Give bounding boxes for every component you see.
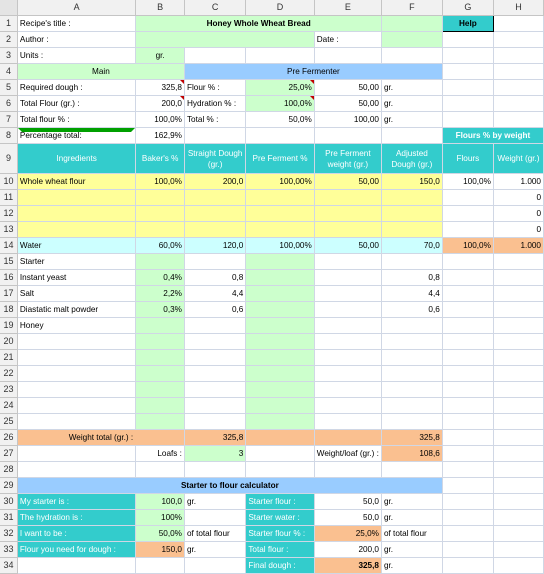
adjusted-dough-header: Adjusted Dough (gr.) [381,144,442,174]
ingredient-name[interactable]: Starter [17,254,135,270]
pre-ferment-percent[interactable] [246,302,314,318]
row-header[interactable]: 8 [0,128,17,144]
starter-water-value[interactable]: 50,0 [314,510,381,526]
pre-ferment-weight[interactable] [314,190,381,206]
straight-dough[interactable]: 0,6 [184,302,245,318]
final-dough-unit: gr. [381,558,442,574]
pre-ferment-weight[interactable] [314,382,381,398]
adjusted-dough[interactable] [381,398,442,414]
cell-h4[interactable] [493,64,543,80]
cell-g16[interactable] [442,270,493,286]
cell-a2[interactable]: Author : [17,32,135,48]
pre-ferment-percent[interactable] [246,334,314,350]
cell-e7[interactable]: 100,00 [314,112,381,128]
cell-g7[interactable] [442,112,493,128]
pre-ferment-weight[interactable] [314,222,381,238]
cell-f1[interactable] [381,16,442,32]
row-header[interactable]: 13 [0,222,17,238]
cell-f28[interactable] [381,462,442,478]
ingredient-name[interactable] [17,382,135,398]
cell-f5[interactable]: gr. [381,80,442,96]
cell-e8[interactable] [314,128,381,144]
pre-ferment-percent[interactable] [246,222,314,238]
column-header-c[interactable]: C [184,0,245,16]
cell-e5[interactable]: 50,00 [314,80,381,96]
pre-ferment-percent[interactable] [246,350,314,366]
bakers-percent[interactable] [136,190,185,206]
cell-c31[interactable] [184,510,245,526]
ingredient-name[interactable] [17,350,135,366]
cell-h25[interactable] [493,414,543,430]
cell-g4[interactable] [442,64,493,80]
row-header[interactable]: 14 [0,238,17,254]
adjusted-dough[interactable] [381,254,442,270]
cell-f7[interactable]: gr. [381,112,442,128]
row-header[interactable]: 2 [0,32,17,48]
row-header[interactable]: 11 [0,190,17,206]
cell-g33[interactable] [442,542,493,558]
cell-h17[interactable] [493,286,543,302]
cell-g28[interactable] [442,462,493,478]
cell-h22[interactable] [493,366,543,382]
row-header[interactable]: 32 [0,526,17,542]
cell-g19[interactable] [442,318,493,334]
pre-ferment-weight[interactable] [314,414,381,430]
adjusted-dough[interactable]: 4,4 [381,286,442,302]
row-header[interactable]: 33 [0,542,17,558]
cell-a28[interactable] [17,462,135,478]
recipe-title-cell[interactable]: Honey Whole Wheat Bread [136,16,382,32]
row-header[interactable]: 31 [0,510,17,526]
adjusted-dough[interactable] [381,366,442,382]
cell-g24[interactable] [442,398,493,414]
row-header[interactable]: 4 [0,64,17,80]
starter-calculator-title: Starter to flour calculator [17,478,442,494]
bakers-percent[interactable] [136,350,185,366]
flours-by-weight-header: Flours % by weight [442,128,543,144]
ingredient-name[interactable] [17,398,135,414]
date-input-cell[interactable] [381,32,442,48]
pre-ferment-weight[interactable] [314,334,381,350]
bakers-percent[interactable]: 0,4% [136,270,185,286]
row-header[interactable]: 27 [0,446,17,462]
cell-g22[interactable] [442,366,493,382]
pre-ferment-weight[interactable]: 50,00 [314,238,381,254]
required-dough-value[interactable]: 325,8 [136,80,185,96]
cell-f3[interactable] [381,48,442,64]
ingredient-name[interactable]: Instant yeast [17,270,135,286]
starter-flour-percent-value[interactable]: 25,0% [314,526,381,542]
column-header-row [0,0,544,16]
row-header[interactable]: 6 [0,96,17,112]
cell-a6[interactable]: Total Flour (gr.) : [17,96,135,112]
bakers-percent[interactable] [136,366,185,382]
straight-dough[interactable]: 4,4 [184,286,245,302]
weight-per-loaf-label: Weight/loaf (gr.) : [314,446,381,462]
loafs-label: Loafs : [136,446,185,462]
row-header[interactable]: 20 [0,334,17,350]
cell-g26[interactable] [442,430,493,446]
main-section-header: Main [17,64,184,80]
bakers-percent[interactable]: 0,3% [136,302,185,318]
cell-h7[interactable] [493,112,543,128]
cell-h23[interactable] [493,382,543,398]
bakers-percent[interactable]: 2,2% [136,286,185,302]
cell-g17[interactable] [442,286,493,302]
adjusted-dough[interactable] [381,206,442,222]
row-header[interactable]: 34 [0,558,17,574]
cell-a27[interactable] [17,446,135,462]
target-share-label: I want to be : [17,526,135,542]
loafs-input[interactable]: 3 [184,446,245,462]
bakers-percent[interactable] [136,206,185,222]
flour-needed-unit: gr. [184,542,245,558]
pre-ferment-percent[interactable] [246,286,314,302]
row-header[interactable]: 29 [0,478,17,494]
starter-amount-unit: gr. [184,494,245,510]
pre-ferment-percent[interactable] [246,414,314,430]
straight-dough[interactable] [184,190,245,206]
row-header[interactable]: 10 [0,174,17,190]
flour-share[interactable] [442,222,493,238]
starter-flour-percent-label: Starter flour % : [246,526,314,542]
ingredient-name[interactable]: Whole wheat flour [17,174,135,190]
cell-h15[interactable] [493,254,543,270]
cell-h20[interactable] [493,334,543,350]
straight-dough[interactable]: 200,0 [184,174,245,190]
cell-g21[interactable] [442,350,493,366]
cell-g20[interactable] [442,334,493,350]
ingredient-name[interactable]: Salt [17,286,135,302]
column-header-f[interactable]: F [381,0,442,16]
pre-ferment-weight[interactable] [314,302,381,318]
bakers-percent[interactable] [136,254,185,270]
straight-dough[interactable] [184,398,245,414]
ingredient-name[interactable] [17,206,135,222]
cell-h19[interactable] [493,318,543,334]
cell-a3[interactable]: Units : [17,48,135,64]
row-header[interactable]: 17 [0,286,17,302]
weight-header: Weight (gr.) [493,144,543,174]
cell-d8[interactable] [246,128,314,144]
column-header-h[interactable]: H [493,0,543,16]
total-flour-label: Total flour : [246,542,314,558]
bakers-percent[interactable] [136,398,185,414]
cell-e28[interactable] [314,462,381,478]
cell-h27[interactable] [493,446,543,462]
starter-flour-unit: gr. [381,494,442,510]
bakers-percent[interactable]: 100,0% [136,174,185,190]
straight-dough-header: Straight Dough (gr.) [184,144,245,174]
pre-ferment-weight-header: Pre Ferment weight (gr.) [314,144,381,174]
pre-ferment-weight[interactable] [314,286,381,302]
row-header[interactable]: 21 [0,350,17,366]
starter-water-unit: gr. [381,510,442,526]
column-header-b[interactable]: B [136,0,185,16]
ingredient-name[interactable] [17,222,135,238]
starter-water-label: Starter water : [246,510,314,526]
water-weight[interactable]: 1.000 [493,238,543,254]
pre-ferment-weight[interactable] [314,270,381,286]
ingredient-name[interactable] [17,334,135,350]
cell-d26[interactable] [246,430,314,446]
adjusted-dough[interactable] [381,414,442,430]
flour-weight[interactable]: 0 [493,190,543,206]
cell-c5[interactable]: Flour % : [184,80,245,96]
cell-h1[interactable] [493,16,543,32]
hydration-label: The hydration is : [17,510,135,526]
row-header[interactable]: 5 [0,80,17,96]
cell-g18[interactable] [442,302,493,318]
straight-dough[interactable] [184,318,245,334]
cell-a7[interactable]: Total flour % : [17,112,135,128]
flour-share[interactable] [442,206,493,222]
cell-h31[interactable] [493,510,543,526]
help-button[interactable]: Help [442,16,493,32]
row-header[interactable]: 16 [0,270,17,286]
cell-f8[interactable] [381,128,442,144]
units-input-cell[interactable]: gr. [136,48,185,64]
total-flour-value[interactable]: 200,0 [136,96,185,112]
pre-ferment-percent-header: Pre Ferment % [246,144,314,174]
weight-total-label: Weight total (gr.) : [17,430,184,446]
row-header[interactable]: 24 [0,398,17,414]
cell-c28[interactable] [184,462,245,478]
row-header[interactable]: 3 [0,48,17,64]
starter-flour-value[interactable]: 50,0 [314,494,381,510]
ingredient-name[interactable] [17,190,135,206]
adjusted-dough[interactable]: 70,0 [381,238,442,254]
total-flour-calc-value[interactable]: 200,0 [314,542,381,558]
author-input-cell[interactable] [136,32,314,48]
starter-flour-percent-unit: of total flour [381,526,442,542]
flour-percent-input[interactable]: 25,0% [246,80,314,96]
row-header[interactable]: 22 [0,366,17,382]
row-header[interactable]: 15 [0,254,17,270]
cell-e6[interactable]: 50,00 [314,96,381,112]
cell-g15[interactable] [442,254,493,270]
adjusted-dough[interactable]: 0,8 [381,270,442,286]
adjusted-dough[interactable] [381,382,442,398]
cell-g5[interactable] [442,80,493,96]
straight-dough[interactable] [184,366,245,382]
adjusted-dough[interactable] [381,190,442,206]
straight-dough[interactable] [184,414,245,430]
pre-ferment-percent[interactable] [246,206,314,222]
column-header-e[interactable]: E [314,0,381,16]
select-all-corner[interactable] [0,0,17,16]
row-header[interactable]: 9 [0,144,17,174]
row-header[interactable]: 28 [0,462,17,478]
flour-share[interactable]: 100,0% [442,174,493,190]
weight-total-straight[interactable]: 325,8 [184,430,245,446]
cell-h21[interactable] [493,350,543,366]
target-share-input[interactable]: 50,0% [136,526,185,542]
bakers-percent[interactable] [136,414,185,430]
pre-ferment-percent[interactable] [246,366,314,382]
straight-dough[interactable] [184,334,245,350]
target-share-unit: of total flour [184,526,245,542]
ingredients-header: Ingredients [17,144,135,174]
pre-ferment-percent[interactable] [246,254,314,270]
cell-d27[interactable] [246,446,314,462]
cell-b28[interactable] [136,462,185,478]
hydration-percent-input[interactable]: 100,0% [246,96,314,112]
pre-ferment-weight[interactable] [314,206,381,222]
cell-e3[interactable] [314,48,381,64]
weight-per-loaf-value[interactable]: 108,6 [381,446,442,462]
flour-weight[interactable]: 0 [493,222,543,238]
cell-c8[interactable] [184,128,245,144]
row-header[interactable]: 12 [0,206,17,222]
straight-dough[interactable] [184,382,245,398]
ingredient-name[interactable]: Diastatic malt powder [17,302,135,318]
total-flour-unit: gr. [381,542,442,558]
straight-dough[interactable] [184,206,245,222]
cell-h30[interactable] [493,494,543,510]
cell-g27[interactable] [442,446,493,462]
starter-amount-label: My starter is : [17,494,135,510]
straight-dough[interactable] [184,254,245,270]
cell-g31[interactable] [442,510,493,526]
pre-ferment-percent[interactable] [246,398,314,414]
cell-c6[interactable]: Hydration % : [184,96,245,112]
adjusted-dough[interactable] [381,222,442,238]
ingredient-name[interactable] [17,366,135,382]
cell-f6[interactable]: gr. [381,96,442,112]
pre-ferment-percent[interactable]: 100,00% [246,238,314,254]
cell-c3[interactable] [184,48,245,64]
bakers-percent-header: Baker's % [136,144,185,174]
bakers-percent[interactable] [136,222,185,238]
adjusted-dough[interactable]: 150,0 [381,174,442,190]
flour-needed-label: Flour you need for dough : [17,542,135,558]
ingredient-name[interactable] [17,414,135,430]
cell-h3[interactable] [493,48,543,64]
cell-g23[interactable] [442,382,493,398]
pre-ferment-weight[interactable] [314,366,381,382]
final-dough-value[interactable]: 325,8 [314,558,381,574]
adjusted-dough[interactable] [381,334,442,350]
percentage-total-value[interactable]: 162,9% [136,128,185,144]
pre-ferment-weight[interactable] [314,254,381,270]
cell-h16[interactable] [493,270,543,286]
flour-share[interactable] [442,190,493,206]
pre-ferment-percent[interactable]: 100,00% [246,174,314,190]
cell-g29[interactable] [442,478,493,494]
cell-h2[interactable] [493,32,543,48]
pre-ferment-percent[interactable] [246,190,314,206]
cell-c7[interactable]: Total % : [184,112,245,128]
row-header[interactable]: 30 [0,494,17,510]
cell-g2[interactable] [442,32,493,48]
pre-ferment-weight[interactable] [314,398,381,414]
straight-dough[interactable]: 120,0 [184,238,245,254]
bakers-percent[interactable] [136,318,185,334]
cell-h28[interactable] [493,462,543,478]
pre-ferment-weight[interactable] [314,318,381,334]
starter-amount-input[interactable]: 100,0 [136,494,185,510]
cell-h33[interactable] [493,542,543,558]
cell-g25[interactable] [442,414,493,430]
straight-dough[interactable] [184,350,245,366]
total-flour-percent-value[interactable]: 100,0% [136,112,185,128]
cell-h5[interactable] [493,80,543,96]
cell-g32[interactable] [442,526,493,542]
cell-h6[interactable] [493,96,543,112]
cell-g3[interactable] [442,48,493,64]
flour-weight[interactable]: 1.000 [493,174,543,190]
row-header[interactable]: 23 [0,382,17,398]
row-header[interactable]: 25 [0,414,17,430]
column-header-a[interactable]: A [17,0,135,16]
ingredient-name[interactable]: Honey [17,318,135,334]
adjusted-dough[interactable] [381,350,442,366]
cell-g6[interactable] [442,96,493,112]
adjusted-dough[interactable]: 0,6 [381,302,442,318]
flour-weight[interactable]: 0 [493,206,543,222]
bakers-percent[interactable] [136,382,185,398]
cell-h29[interactable] [493,478,543,494]
cell-a5[interactable]: Required dough : [17,80,135,96]
cell-a1[interactable]: Recipe's title : [17,16,135,32]
cell-e26[interactable] [314,430,381,446]
cell-h24[interactable] [493,398,543,414]
pre-ferment-weight[interactable] [314,350,381,366]
row-header[interactable]: 26 [0,430,17,446]
straight-dough[interactable] [184,222,245,238]
starter-flour-label: Starter flour : [246,494,314,510]
straight-dough[interactable]: 0,8 [184,270,245,286]
flours-header: Flours [442,144,493,174]
ingredient-name[interactable]: Water [17,238,135,254]
cell-d7[interactable]: 50,0% [246,112,314,128]
flour-needed-value[interactable]: 150,0 [136,542,185,558]
pre-ferment-percent[interactable] [246,382,314,398]
column-header-d[interactable]: D [246,0,314,16]
cell-h26[interactable] [493,430,543,446]
row-header[interactable]: 19 [0,318,17,334]
column-header-g[interactable]: G [442,0,493,16]
cell-a8[interactable]: Percentage total: [17,128,135,144]
cell-d3[interactable] [246,48,314,64]
weight-total-adjusted[interactable]: 325,8 [381,430,442,446]
hydration-input[interactable]: 100% [136,510,185,526]
pre-fermenter-section-header: Pre Fermenter [184,64,442,80]
pre-ferment-percent[interactable] [246,270,314,286]
date-label[interactable]: Date : [314,32,381,48]
final-dough-label: Final dough : [246,558,314,574]
pre-ferment-percent[interactable] [246,318,314,334]
row-header[interactable]: 1 [0,16,17,32]
water-share[interactable]: 100,0% [442,238,493,254]
cell-d28[interactable] [246,462,314,478]
cell-h18[interactable] [493,302,543,318]
cell-h32[interactable] [493,526,543,542]
row-header[interactable]: 7 [0,112,17,128]
adjusted-dough[interactable] [381,318,442,334]
cell-g30[interactable] [442,494,493,510]
bakers-percent[interactable]: 60,0% [136,238,185,254]
bakers-percent[interactable] [136,334,185,350]
pre-ferment-weight[interactable]: 50,00 [314,174,381,190]
row-header[interactable]: 18 [0,302,17,318]
